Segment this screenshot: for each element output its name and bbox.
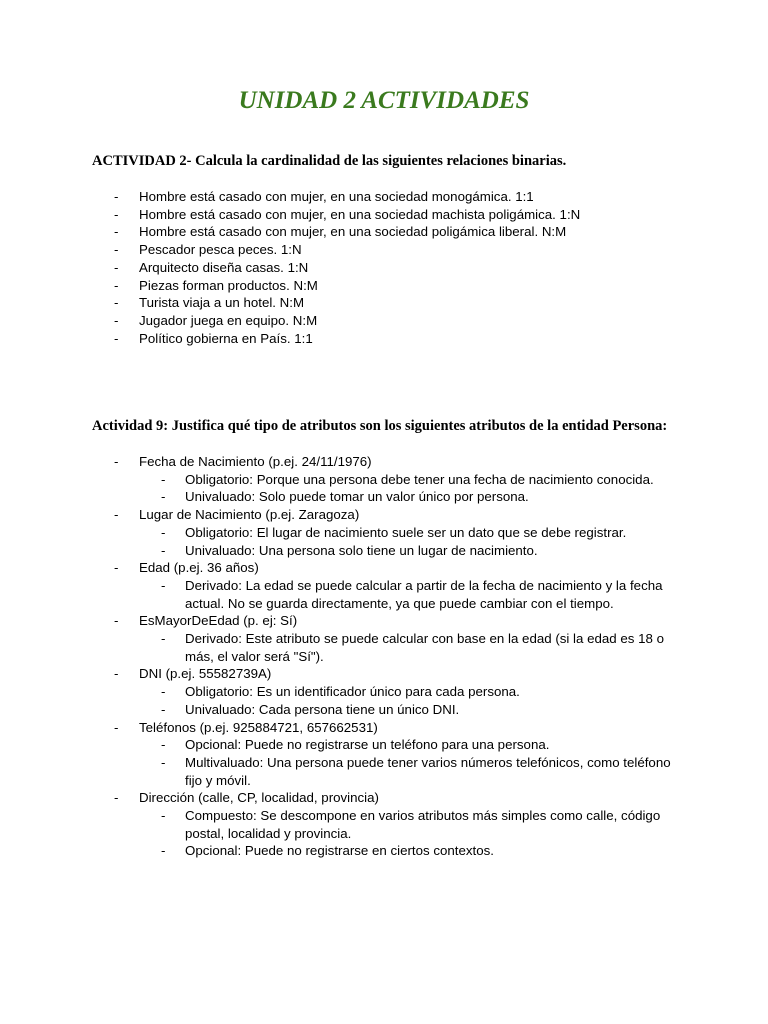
activity-9-list bbox=[92, 453, 682, 860]
list-item: - Hombre está casado con mujer, en una sociedad poligámica liberal. N:M bbox=[92, 223, 682, 241]
attribute-label: Edad (p.ej. 36 años) bbox=[139, 560, 259, 576]
activity-2-heading: ACTIVIDAD 2- Calcula la cardinalidad de las siguientes relaciones binarias. bbox=[92, 153, 567, 169]
attribute-note: - Compuesto: Se descompone en varios atributos más simples como calle, código postal, localidad y provincia. bbox=[139, 807, 682, 842]
attribute-note: - Obligatorio: Porque una persona debe tener una fecha de nacimiento conocida. bbox=[139, 471, 682, 489]
page-title: UNIDAD 2 ACTIVIDADES bbox=[238, 87, 530, 114]
attribute-note: - Univaluado: Una persona solo tiene un lugar de nacimiento. bbox=[139, 542, 682, 560]
attribute-label: EsMayorDeEdad (p. ej: Sí) bbox=[139, 613, 298, 629]
attribute-item bbox=[92, 559, 682, 612]
attribute-note: - Derivado: Este atributo se puede calcular con base en la edad (si la edad es 18 o más, el valor será "Sí"). bbox=[139, 630, 682, 665]
attribute-item bbox=[92, 665, 682, 718]
attribute-note: - Opcional: Puede no registrarse en ciertos contextos. bbox=[139, 842, 682, 860]
attribute-note: - Opcional: Puede no registrarse un teléfono para una persona. bbox=[139, 736, 682, 754]
attribute-note: - Univaluado: Solo puede tomar un valor único por persona. bbox=[139, 488, 682, 506]
attribute-item bbox=[92, 719, 682, 790]
list-item: - Hombre está casado con mujer, en una sociedad monogámica. 1:1 bbox=[92, 188, 682, 206]
list-item: - Pescador pesca peces. 1:N bbox=[92, 241, 682, 259]
attribute-note: - Derivado: La edad se puede calcular a partir de la fecha de nacimiento y la fecha actual. No se guarda directamente, ya que puede cambiar con el tiempo. bbox=[139, 577, 682, 612]
attribute-item bbox=[92, 506, 682, 559]
list-item: - Turista viaja a un hotel. N:M bbox=[92, 294, 682, 312]
list-item: - Hombre está casado con mujer, en una sociedad machista poligámica. 1:N bbox=[92, 206, 682, 224]
attribute-label: Teléfonos (p.ej. 925884721, 657662531) bbox=[139, 719, 378, 735]
attribute-item bbox=[92, 612, 682, 665]
activity-9-heading: Actividad 9: Justifica qué tipo de atributos son los siguientes atributos de la entidad Persona: bbox=[92, 418, 668, 434]
list-item: - Jugador juega en equipo. N:M bbox=[92, 312, 682, 330]
attribute-label: Lugar de Nacimiento (p.ej. Zaragoza) bbox=[139, 507, 360, 523]
attribute-note: - Obligatorio: El lugar de nacimiento suele ser un dato que se debe registrar. bbox=[139, 524, 682, 542]
list-item: - Político gobierna en País. 1:1 bbox=[92, 330, 682, 348]
attribute-note: - Univaluado: Cada persona tiene un único DNI. bbox=[139, 701, 682, 719]
attribute-note: - Obligatorio: Es un identificador único para cada persona. bbox=[139, 683, 682, 701]
attribute-label: DNI (p.ej. 55582739A) bbox=[139, 666, 272, 682]
activity-2-list bbox=[92, 188, 682, 347]
attribute-note: - Multivaluado: Una persona puede tener varios números telefónicos, como teléfono fijo y móvil. bbox=[139, 754, 682, 789]
attribute-item bbox=[92, 789, 682, 860]
attribute-label: Dirección (calle, CP, localidad, provincia) bbox=[139, 790, 379, 806]
list-item: - Arquitecto diseña casas. 1:N bbox=[92, 259, 682, 277]
attribute-item bbox=[92, 453, 682, 506]
attribute-label: Fecha de Nacimiento (p.ej. 24/11/1976) bbox=[139, 454, 372, 469]
list-item: - Piezas forman productos. N:M bbox=[92, 277, 682, 295]
